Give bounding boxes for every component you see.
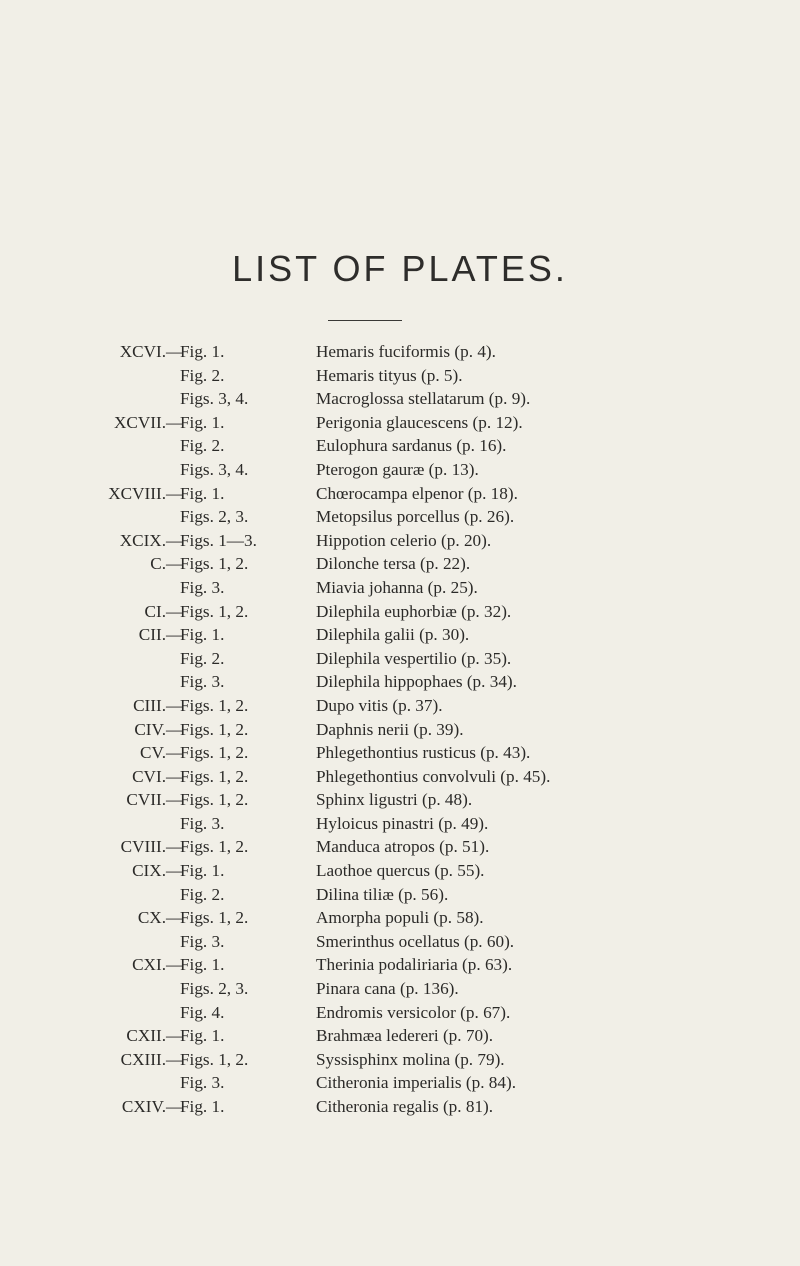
figure-ref: Fig. 1. [180, 1026, 225, 1046]
species-name: Dilephila hippophaes (p. 34). [316, 672, 517, 692]
plate-row [0, 930, 800, 954]
plate-row [0, 623, 800, 647]
plate-number: XCVI. [119, 342, 166, 361]
plate-list [0, 340, 800, 1119]
species-name: Dupo vitis (p. 37). [316, 695, 443, 715]
species-name: Syssisphinx molina (p. 79). [316, 1049, 505, 1069]
plate-row [0, 1024, 800, 1048]
plate-dash: — [166, 908, 184, 928]
plate-number: CVII. [126, 790, 166, 810]
figure-ref: Fig. 1. [180, 342, 225, 361]
species-name: Chœrocampa elpenor (p. 18). [316, 483, 518, 503]
plate-dash: — [166, 1049, 184, 1069]
plate-dash: — [166, 483, 184, 503]
plate-row [0, 953, 800, 977]
species-name: Hippotion celerio (p. 20). [316, 530, 492, 550]
figure-ref: Fig. 3. [180, 577, 225, 597]
species-name: Smerinthus ocellatus (p. 60). [316, 931, 515, 951]
figure-ref: Fig. 1. [180, 1097, 225, 1116]
species-name: Pinara cana (p. 136). [316, 979, 459, 999]
figure-ref: Fig. 3. [180, 931, 225, 951]
plate-dash: — [166, 412, 184, 432]
plate-number: CIX. [132, 861, 166, 881]
plate-row [0, 340, 800, 364]
species-name: Dilephila euphorbiæ (p. 32). [316, 601, 512, 621]
plate-row [0, 859, 800, 883]
plate-dash: — [166, 719, 184, 739]
plate-dash: — [166, 766, 184, 786]
figure-ref: Figs. 1, 2. [180, 554, 249, 574]
species-name: Dilephila vespertilio (p. 35). [316, 648, 512, 668]
figure-ref: Fig. 2. [180, 884, 225, 904]
plate-row [0, 812, 800, 836]
species-name: Manduca atropos (p. 51). [316, 837, 490, 857]
title-rule [328, 320, 402, 321]
plate-number: CX. [137, 908, 166, 928]
figure-ref: Figs. 3, 4. [180, 459, 249, 479]
plate-dash: — [166, 554, 184, 574]
figure-ref: Fig. 2. [180, 436, 225, 456]
plate-number: CI. [144, 601, 166, 621]
figure-ref: Figs. 1, 2. [180, 790, 249, 810]
plate-row [0, 1048, 800, 1072]
species-name: Hemaris tityus (p. 5). [316, 365, 463, 385]
figure-ref: Figs. 1, 2. [180, 695, 249, 715]
plate-number: CII. [138, 625, 166, 645]
plate-row [0, 387, 800, 411]
figure-ref: Fig. 1. [180, 861, 225, 881]
figure-ref: Fig. 2. [180, 648, 225, 668]
species-name: Macroglossa stellatarum (p. 9). [316, 389, 531, 409]
species-name: Phlegethontius convolvuli (p. 45). [316, 766, 551, 786]
species-name: Daphnis nerii (p. 39). [316, 719, 464, 739]
plate-number: CIII. [133, 695, 166, 715]
plate-dash: — [166, 861, 184, 881]
plate-row [0, 600, 800, 624]
figure-ref: Fig. 1. [180, 483, 225, 503]
plate-row [0, 458, 800, 482]
species-name: Citheronia regalis (p. 81). [316, 1097, 494, 1116]
species-name: Dilephila galii (p. 30). [316, 625, 470, 645]
figure-ref: Figs. 1, 2. [180, 766, 249, 786]
plate-number: CXIV. [121, 1097, 166, 1116]
figure-ref: Figs. 1, 2. [180, 837, 249, 857]
plate-row [0, 694, 800, 718]
plate-row [0, 434, 800, 458]
figure-ref: Fig. 2. [180, 365, 225, 385]
species-name: Eulophura sardanus (p. 16). [316, 436, 507, 456]
plate-row [0, 1095, 800, 1119]
plate-number: XCVIII. [108, 483, 166, 503]
plate-row [0, 906, 800, 930]
species-name: Sphinx ligustri (p. 48). [316, 790, 473, 810]
figure-ref: Fig. 1. [180, 412, 225, 432]
figure-ref: Figs. 1, 2. [180, 719, 249, 739]
plate-number: CIV. [134, 719, 166, 739]
plate-row [0, 364, 800, 388]
species-name: Perigonia glaucescens (p. 12). [316, 412, 523, 432]
plate-row [0, 718, 800, 742]
plate-dash: — [166, 837, 184, 857]
plate-dash: — [166, 1097, 184, 1116]
plate-number: C. [150, 554, 166, 574]
figure-ref: Fig. 1. [180, 625, 225, 645]
figure-ref: Figs. 1, 2. [180, 908, 249, 928]
plate-row [0, 552, 800, 576]
plate-row [0, 411, 800, 435]
figure-ref: Fig. 1. [180, 955, 225, 975]
species-name: Metopsilus porcellus (p. 26). [316, 507, 515, 527]
plate-dash: — [166, 601, 184, 621]
species-name: Phlegethontius rusticus (p. 43). [316, 743, 531, 763]
plate-row [0, 741, 800, 765]
species-name: Amorpha populi (p. 58). [316, 908, 484, 928]
figure-ref: Figs. 1, 2. [180, 601, 249, 621]
figure-ref: Figs. 1—3. [180, 530, 257, 550]
figure-ref: Figs. 2, 3. [180, 507, 249, 527]
page-title: LIST OF PLATES. [232, 248, 568, 289]
species-name: Laothoe quercus (p. 55). [316, 861, 485, 881]
plate-dash: — [166, 743, 184, 763]
plate-number: CV. [140, 743, 166, 763]
plate-row [0, 1001, 800, 1025]
plate-row [0, 529, 800, 553]
figure-ref: Figs. 1, 2. [180, 1049, 249, 1069]
species-name: Therinia podaliriaria (p. 63). [316, 955, 513, 975]
plate-row [0, 835, 800, 859]
plate-row [0, 576, 800, 600]
plate-row [0, 647, 800, 671]
plate-number: XCVII. [113, 412, 166, 432]
plate-dash: — [166, 530, 184, 550]
plate-row [0, 1071, 800, 1095]
species-name: Miavia johanna (p. 25). [316, 577, 478, 597]
species-name: Citheronia imperialis (p. 84). [316, 1073, 516, 1093]
plate-number: CXIII. [120, 1049, 166, 1069]
species-name: Hemaris fuciformis (p. 4). [316, 342, 496, 361]
plate-row [0, 670, 800, 694]
plate-row [0, 977, 800, 1001]
plate-dash: — [166, 625, 184, 645]
species-name: Brahmæa ledereri (p. 70). [316, 1026, 494, 1046]
plate-row [0, 788, 800, 812]
figure-ref: Figs. 1, 2. [180, 743, 249, 763]
species-name: Endromis versicolor (p. 67). [316, 1002, 511, 1022]
figure-ref: Figs. 2, 3. [180, 979, 249, 999]
species-name: Dilina tiliæ (p. 56). [316, 884, 449, 904]
plate-number: CXII. [126, 1026, 166, 1046]
plate-row [0, 883, 800, 907]
figure-ref: Fig. 3. [180, 813, 225, 833]
plate-dash: — [166, 790, 184, 810]
figure-ref: Figs. 3, 4. [180, 389, 249, 409]
plate-row [0, 505, 800, 529]
figure-ref: Fig. 3. [180, 1073, 225, 1093]
species-name: Dilonche tersa (p. 22). [316, 554, 471, 574]
figure-ref: Fig. 4. [180, 1002, 225, 1022]
species-name: Hyloicus pinastri (p. 49). [316, 813, 489, 833]
species-name: Pterogon gauræ (p. 13). [316, 459, 479, 479]
figure-ref: Fig. 3. [180, 672, 225, 692]
plate-dash: — [166, 1026, 184, 1046]
plate-dash: — [166, 695, 184, 715]
plate-number: XCIX. [119, 530, 166, 550]
plate-number: CVI. [132, 766, 166, 786]
plate-dash: — [166, 342, 184, 361]
plate-number: CVIII. [120, 837, 166, 857]
plate-row [0, 482, 800, 506]
plate-dash: — [166, 955, 184, 975]
plate-row [0, 765, 800, 789]
plate-number: CXI. [132, 955, 166, 975]
